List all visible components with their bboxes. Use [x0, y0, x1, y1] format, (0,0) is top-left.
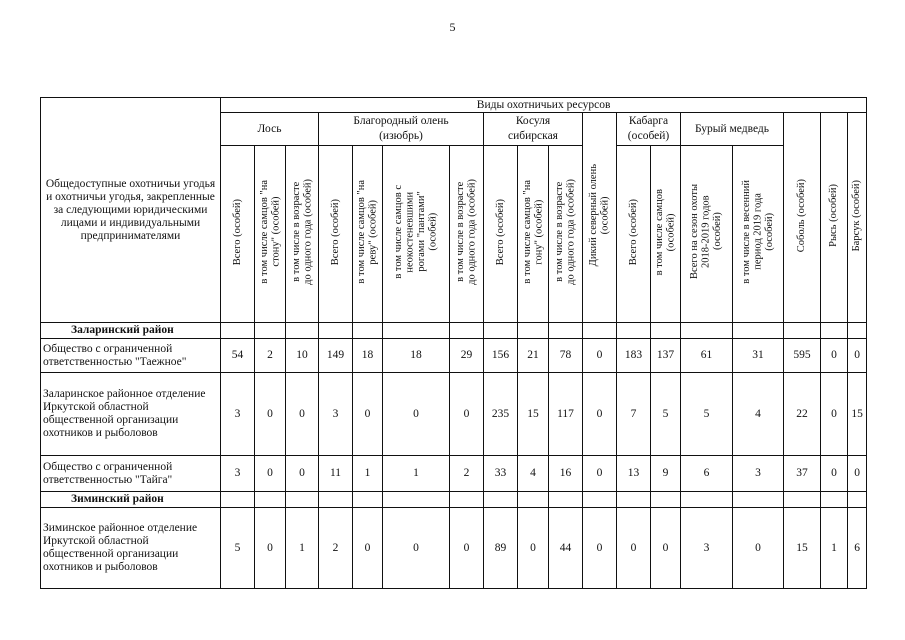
value-cell: 137: [651, 339, 681, 373]
value-cell: 2: [450, 456, 484, 492]
group-header-cell: [583, 113, 617, 323]
group-header-text: Рысь (особей): [828, 184, 840, 247]
value-cell: 595: [784, 339, 821, 373]
value-cell: 22: [784, 373, 821, 456]
value-cell: 3: [221, 456, 255, 492]
value-cell: 156: [484, 339, 518, 373]
sub-header-text: в том числе самцов (особей): [654, 188, 677, 276]
value-cell: 0: [583, 339, 617, 373]
empty-cell: [484, 492, 518, 508]
value-cell: 6: [681, 456, 733, 492]
empty-cell: [681, 323, 733, 339]
group-header-cell: Бурый медведь: [681, 113, 784, 146]
empty-cell: [353, 492, 383, 508]
sub-header-text: в том числе самцов "на гону" (особей): [521, 180, 544, 284]
value-cell: 183: [617, 339, 651, 373]
value-cell: 0: [821, 339, 848, 373]
empty-cell: [383, 323, 450, 339]
empty-cell: [319, 492, 353, 508]
group-header-cell: [848, 113, 867, 323]
value-cell: 4: [733, 373, 784, 456]
sub-header-text: Всего на сезон охоты 2018-2019 годов (особей): [689, 184, 724, 280]
value-cell: 31: [733, 339, 784, 373]
value-cell: 0: [733, 508, 784, 589]
sub-header-text: Всего (особей): [231, 198, 243, 266]
value-cell: 21: [518, 339, 549, 373]
value-cell: 0: [286, 373, 319, 456]
row-header-cell: Общедоступные охотничьи угодья и охотничьи угодья, закрепленные за следующими юридическими лицами и индивидуальными предпринимателями: [41, 98, 221, 323]
district-row: [41, 323, 867, 339]
sub-header-cell: [383, 146, 450, 323]
value-cell: 18: [383, 339, 450, 373]
value-cell: 3: [221, 373, 255, 456]
value-cell: 0: [255, 373, 286, 456]
value-cell: 37: [784, 456, 821, 492]
value-cell: 1: [821, 508, 848, 589]
value-cell: 0: [255, 456, 286, 492]
empty-cell: [651, 492, 681, 508]
empty-cell: [450, 492, 484, 508]
empty-cell: [221, 323, 255, 339]
value-cell: 33: [484, 456, 518, 492]
sub-header-cell: [286, 146, 319, 323]
value-cell: 1: [353, 456, 383, 492]
empty-cell: [784, 323, 821, 339]
value-cell: 0: [617, 508, 651, 589]
value-cell: 0: [353, 508, 383, 589]
district-title: Зиминский район: [41, 492, 221, 508]
value-cell: 29: [450, 339, 484, 373]
value-cell: 1: [383, 456, 450, 492]
value-cell: 18: [353, 339, 383, 373]
empty-cell: [583, 323, 617, 339]
organization-name: Общество с ограниченной ответственностью "Тайга": [41, 456, 221, 492]
value-cell: 0: [583, 456, 617, 492]
table-body: [41, 323, 867, 589]
table-row: [41, 339, 867, 373]
district-row: [41, 492, 867, 508]
sub-header-cell: [651, 146, 681, 323]
group-header-cell: Косуля сибирская: [484, 113, 583, 146]
value-cell: 4: [518, 456, 549, 492]
group-header-cell: [784, 113, 821, 323]
empty-cell: [617, 323, 651, 339]
empty-cell: [583, 492, 617, 508]
sub-header-cell: [617, 146, 651, 323]
table-row: [41, 456, 867, 492]
value-cell: 0: [383, 508, 450, 589]
value-cell: 61: [681, 339, 733, 373]
value-cell: 0: [450, 508, 484, 589]
empty-cell: [319, 323, 353, 339]
empty-cell: [733, 492, 784, 508]
value-cell: 5: [681, 373, 733, 456]
sub-header-cell: [255, 146, 286, 323]
value-cell: 0: [383, 373, 450, 456]
empty-cell: [484, 323, 518, 339]
value-cell: 0: [286, 456, 319, 492]
value-cell: 3: [319, 373, 353, 456]
top-header-cell: Виды охотничьих ресурсов: [221, 98, 867, 113]
value-cell: 0: [821, 456, 848, 492]
sub-header-cell: [518, 146, 549, 323]
value-cell: 10: [286, 339, 319, 373]
group-header-cell: Кабарга (особей): [617, 113, 681, 146]
empty-cell: [518, 323, 549, 339]
sub-header-cell: [319, 146, 353, 323]
value-cell: 15: [518, 373, 549, 456]
value-cell: 0: [583, 373, 617, 456]
value-cell: 0: [518, 508, 549, 589]
empty-cell: [617, 492, 651, 508]
value-cell: 117: [549, 373, 583, 456]
empty-cell: [255, 323, 286, 339]
district-title: Заларинский район: [41, 323, 221, 339]
sub-header-cell: [733, 146, 784, 323]
value-cell: 9: [651, 456, 681, 492]
empty-cell: [221, 492, 255, 508]
value-cell: 5: [221, 508, 255, 589]
sub-header-text: Всего (особей): [329, 198, 341, 266]
value-cell: 54: [221, 339, 255, 373]
value-cell: 0: [821, 373, 848, 456]
value-cell: 44: [549, 508, 583, 589]
empty-cell: [651, 323, 681, 339]
empty-cell: [286, 323, 319, 339]
value-cell: 5: [651, 373, 681, 456]
empty-cell: [549, 323, 583, 339]
sub-header-text: Всего (особей): [494, 198, 506, 266]
sub-header-text: в том числе в возрасте до одного года (особей): [554, 179, 577, 285]
empty-cell: [286, 492, 319, 508]
value-cell: 6: [848, 508, 867, 589]
value-cell: 15: [784, 508, 821, 589]
value-cell: 2: [319, 508, 353, 589]
empty-cell: [255, 492, 286, 508]
sub-header-cell: [549, 146, 583, 323]
empty-cell: [848, 492, 867, 508]
value-cell: 13: [617, 456, 651, 492]
sub-header-text: Всего (особей): [627, 198, 639, 266]
empty-cell: [848, 323, 867, 339]
sub-header-cell: [681, 146, 733, 323]
group-header-text: Соболь (особей): [796, 178, 808, 253]
hunting-resources-table: [40, 97, 867, 589]
empty-cell: [450, 323, 484, 339]
sub-header-cell: [484, 146, 518, 323]
empty-cell: [518, 492, 549, 508]
sub-header-text: в том числе самцов "на стону" (особей): [258, 180, 281, 284]
value-cell: 15: [848, 373, 867, 456]
page-number: 5: [449, 20, 456, 34]
sub-header-text: в том числе в возрасте до одного года (особей): [455, 179, 478, 285]
value-cell: 3: [733, 456, 784, 492]
organization-name: Общество с ограниченной ответственностью "Таежное": [41, 339, 221, 373]
sub-header-text: в том числе самцов "на реву" (особей): [356, 180, 379, 284]
organization-name: Зиминское районное отделение Иркутской областной общественной организации охотников и рыболовов: [41, 508, 221, 589]
group-header-cell: Лось: [221, 113, 319, 146]
empty-cell: [353, 323, 383, 339]
value-cell: 2: [255, 339, 286, 373]
value-cell: 3: [681, 508, 733, 589]
value-cell: 0: [848, 339, 867, 373]
value-cell: 11: [319, 456, 353, 492]
value-cell: 89: [484, 508, 518, 589]
table-row: [41, 373, 867, 456]
empty-cell: [681, 492, 733, 508]
group-header-text: Барсук (особей): [851, 179, 863, 252]
group-header-cell: Благородный олень (изюбрь): [319, 113, 484, 146]
value-cell: 0: [255, 508, 286, 589]
empty-cell: [733, 323, 784, 339]
group-header-cell: [821, 113, 848, 323]
value-cell: 0: [353, 373, 383, 456]
value-cell: 1: [286, 508, 319, 589]
value-cell: 7: [617, 373, 651, 456]
sub-header-text: в том числе в весенний период 2019 года (особей): [740, 180, 775, 284]
empty-cell: [821, 323, 848, 339]
organization-name: Заларинское районное отделение Иркутской областной общественной организации охотников и рыболовов: [41, 373, 221, 456]
value-cell: 0: [651, 508, 681, 589]
empty-cell: [383, 492, 450, 508]
sub-header-cell: [221, 146, 255, 323]
value-cell: 235: [484, 373, 518, 456]
sub-header-text: в том числе в возрасте до одного года (особей): [290, 179, 313, 285]
value-cell: 149: [319, 339, 353, 373]
sub-header-cell: [353, 146, 383, 323]
sub-header-text: в том числе самцов с неокостеневшими рогами "пантами" (особей): [393, 185, 439, 279]
value-cell: 0: [583, 508, 617, 589]
empty-cell: [549, 492, 583, 508]
sub-header-cell: [450, 146, 484, 323]
empty-cell: [821, 492, 848, 508]
value-cell: 0: [450, 373, 484, 456]
empty-cell: [784, 492, 821, 508]
value-cell: 78: [549, 339, 583, 373]
value-cell: 16: [549, 456, 583, 492]
table-row: [41, 508, 867, 589]
value-cell: 0: [848, 456, 867, 492]
group-header-text: Дикий северный олень (особей): [588, 164, 611, 267]
